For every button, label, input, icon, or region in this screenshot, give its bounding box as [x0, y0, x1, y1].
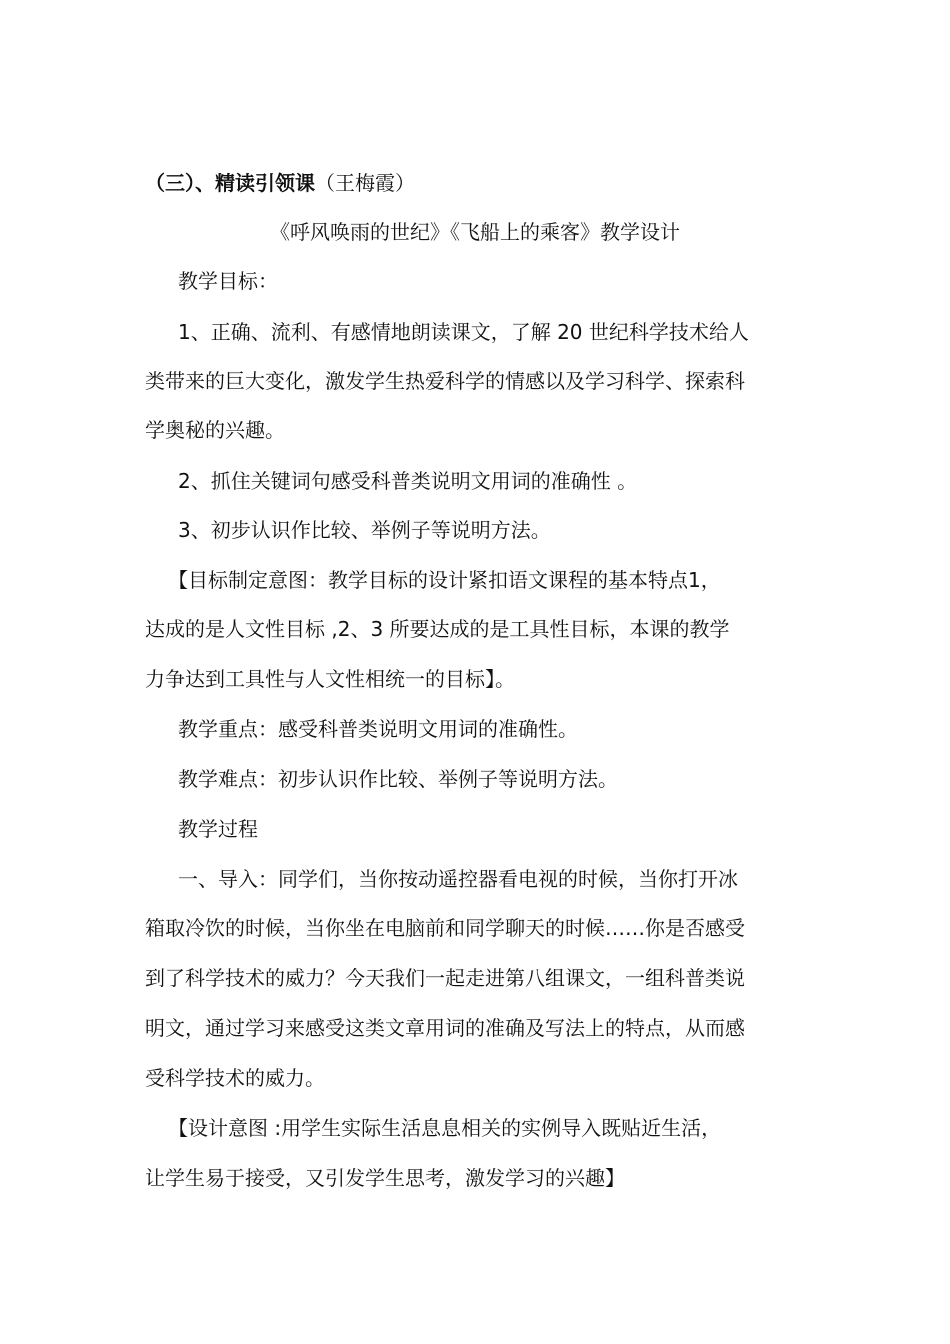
intent-1-line-3: 力争达到工具性与人文性相统一的目标】。	[145, 667, 515, 691]
objective-1-line-1: 1、正确、流利、有感情地朗读课文，了解 20 世纪科学技术给人	[178, 320, 749, 344]
objectives-label: 教学目标：	[178, 269, 278, 293]
intro-line-4: 明文，通过学习来感受这类文章用词的准确及写法上的特点，从而感	[145, 1016, 745, 1040]
intent-2-line-2: 让学生易于接受，又引发学生思考，激发学习的兴趣】	[145, 1166, 625, 1190]
process-label: 教学过程	[178, 817, 258, 841]
objective-1-line-2: 类带来的巨大变化，激发学生热爱科学的情感以及学习科学、探索科	[145, 369, 745, 393]
intro-line-2: 箱取冷饮的时候，当你坐在电脑前和同学聊天的时候……你是否感受	[145, 916, 745, 940]
key-point: 教学重点：感受科普类说明文用词的准确性。	[178, 717, 578, 741]
section-heading	[145, 168, 835, 198]
section-title: （三）、精读引领课	[145, 171, 315, 195]
intro-line-1: 一、导入：同学们，当你按动遥控器看电视的时候，当你打开冰	[178, 867, 738, 891]
document-title: 《呼风唤雨的世纪》《飞船上的乘客》教学设计	[270, 220, 680, 244]
objective-1-line-3: 学奥秘的兴趣。	[145, 418, 285, 442]
intent-2-line-1: 【设计意图 :用学生实际生活息息相关的实例导入既贴近生活，	[168, 1116, 722, 1140]
teacher-name: （王梅霞）	[315, 171, 415, 195]
intent-1-line-1: 【目标制定意图：教学目标的设计紧扣语文课程的基本特点1，	[168, 568, 721, 592]
objective-2: 2、抓住关键词句感受科普类说明文用词的准确性 。	[178, 469, 638, 493]
intro-line-5: 受科学技术的威力。	[145, 1066, 325, 1090]
intent-1-line-2: 达成的是人文性目标 ,2、3 所要达成的是工具性目标，本课的教学	[145, 617, 730, 641]
difficult-point: 教学难点：初步认识作比较、举例子等说明方法。	[178, 767, 618, 791]
intro-line-3: 到了科学技术的威力？今天我们一起走进第八组课文，一组科普类说	[145, 966, 745, 990]
objective-3: 3、初步认识作比较、举例子等说明方法。	[178, 518, 551, 542]
